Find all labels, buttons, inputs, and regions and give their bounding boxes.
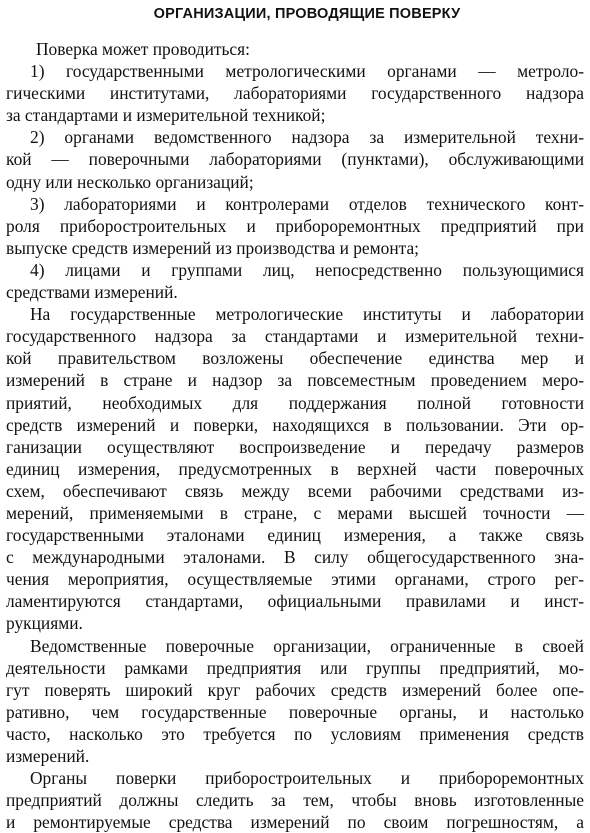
text-line: приятий, необходимых для поддержания полной готовности (6, 392, 584, 413)
text-line: с международными эталонами. В силу общегосударственного зна- (6, 547, 584, 568)
text-line: роля приборостроительных и приборoремонтных предприятий при (6, 215, 584, 236)
text-line: 1) государственными метрологическими органами — метроло- (30, 61, 584, 82)
text-line: 2) органами ведомственного надзора за измерительной техни- (30, 127, 584, 148)
text-line: измерений. (6, 746, 90, 766)
text-line: выпуске средств измерений из производства и ремонта; (6, 237, 420, 258)
text-line: деятельности рамками предприятия или группы предприятий, мо- (6, 657, 584, 678)
text-line: 4) лицами и группами лиц, непосредственно пользующимися (30, 259, 584, 280)
text-line: государственного надзора за стандартами и измерительной техни- (6, 326, 584, 347)
text-line: одну или несколько организаций; (6, 171, 254, 192)
text-line: измерений в стране и надзор за повсеместным проведением меро- (6, 370, 584, 391)
text-line: гическими институтами, лабораториями государственного надзора (6, 83, 584, 104)
text-line: часто, насколько это требуется по условиям применения средств (6, 723, 584, 744)
text-line: Органы поверки приборостроительных и приборoремонтных (30, 768, 584, 789)
text-line: предприятий должны следить за тем, чтобы вновь изготовленные (6, 790, 584, 811)
text-line: ративно, чем государственные поверочные органы, и настолько (6, 701, 584, 722)
text-line: Поверка может проводиться: (36, 39, 250, 59)
text-line: рукциями. (6, 613, 83, 634)
text-line: единиц измерения, предусмотренных в верхней части поверочных (6, 458, 584, 479)
text-line: средствами измерений. (6, 282, 178, 303)
text-line: государственными эталонами единиц измерения, а также связь (6, 525, 584, 546)
text-line: гут поверять широкий круг рабочих средств измерений более опе- (6, 679, 584, 700)
text-line: ламентируются стандартами, официальными правилами и инст- (6, 591, 584, 612)
text-line: схем, обеспечивают связь между всеми рабочими средствами из- (6, 480, 584, 501)
text-line: за стандартами и измерительной техникой; (6, 105, 326, 126)
text-line: мерений, применяемыми в стране, с мерами высшей точности — (6, 502, 584, 523)
text-line: кой правительством возложены обеспечение единства мер и (6, 348, 584, 369)
text-line: ганизации осуществляют воспроизведение и передачу размеров (6, 436, 584, 457)
text-line: и ремонтируемые средства измерений по своим погрешностям, а (6, 812, 584, 833)
text-line: Ведомственные поверочные организации, ограниченные в своей (30, 635, 584, 656)
document-page (6, 4, 584, 833)
page-title: ОРГАНИЗАЦИИ, ПРОВОДЯЩИЕ ПОВЕРКУ (153, 6, 461, 22)
text-line: чения мероприятия, осуществляемые этими органами, строго рег- (6, 569, 584, 590)
text-line: кой — поверочными лабораториями (пунктами), обслуживающими (6, 149, 584, 170)
body-text (6, 38, 584, 833)
text-line: средств измерений и поверки, находящихся в пользовании. Эти ор- (6, 414, 584, 435)
text-line: 3) лабораториями и контролерами отделов технического конт- (30, 193, 584, 214)
text-line: На государственные метрологические институты и лаборатории (30, 304, 584, 325)
